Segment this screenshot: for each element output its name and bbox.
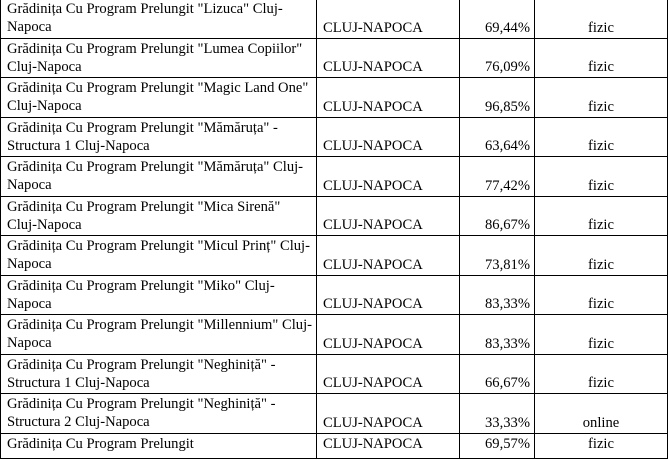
table-row <box>1 78 668 118</box>
kindergarten-name-cell: Grădinița Cu Program Prelungit "Mămăruța" - Structura 1 Cluj-Napoca <box>1 117 317 157</box>
kindergarten-name-cell: Grădinița Cu Program Prelungit "Magic Land One" Cluj-Napoca <box>1 78 317 118</box>
mode-cell: fizic <box>535 275 668 315</box>
table-row <box>1 38 668 78</box>
city-cell: CLUJ-NAPOCA <box>317 38 460 78</box>
kindergarten-name-cell: Grădinița Cu Program Prelungit "Miko" Cluj-Napoca <box>1 275 317 315</box>
kindergarten-name-cell: Grădinița Cu Program Prelungit "Mica Sirenă" Cluj-Napoca <box>1 196 317 236</box>
percent-cell: 66,67% <box>460 354 535 394</box>
table-row <box>1 196 668 236</box>
percent-cell: 33,33% <box>460 394 535 434</box>
city-cell: CLUJ-NAPOCA <box>317 117 460 157</box>
percent-cell: 83,33% <box>460 275 535 315</box>
table-row <box>1 157 668 197</box>
city-cell: CLUJ-NAPOCA <box>317 315 460 355</box>
kindergarten-name-cell: Grădinița Cu Program Prelungit "Neghiniță" - Structura 1 Cluj-Napoca <box>1 354 317 394</box>
city-cell: CLUJ-NAPOCA <box>317 354 460 394</box>
kindergarten-name-cell: Grădinița Cu Program Prelungit "Micul Prinț" Cluj-Napoca <box>1 236 317 276</box>
table-row <box>1 117 668 157</box>
kindergarten-name-cell: Grădinița Cu Program Prelungit "Mămăruța" Cluj-Napoca <box>1 157 317 197</box>
kindergarten-name-cell: Grădinița Cu Program Prelungit "Lumea Copiilor" Cluj-Napoca <box>1 38 317 78</box>
city-cell: CLUJ-NAPOCA <box>317 0 460 38</box>
city-cell: CLUJ-NAPOCA <box>317 275 460 315</box>
table-row <box>1 433 668 458</box>
mode-cell: fizic <box>535 433 668 458</box>
kindergarten-name-cell: Grădinița Cu Program Prelungit <box>1 433 317 458</box>
kindergarten-name-cell: Grădinița Cu Program Prelungit "Millennium" Cluj-Napoca <box>1 315 317 355</box>
percent-cell: 73,81% <box>460 236 535 276</box>
mode-cell: fizic <box>535 38 668 78</box>
mode-cell: fizic <box>535 78 668 118</box>
kindergarten-name-cell: Grădinița Cu Program Prelungit "Neghiniță" - Structura 2 Cluj-Napoca <box>1 394 317 434</box>
mode-cell: fizic <box>535 315 668 355</box>
mode-cell: fizic <box>535 157 668 197</box>
percent-cell: 86,67% <box>460 196 535 236</box>
table-row <box>1 354 668 394</box>
percent-cell: 63,64% <box>460 117 535 157</box>
mode-cell: online <box>535 394 668 434</box>
city-cell: CLUJ-NAPOCA <box>317 236 460 276</box>
mode-cell: fizic <box>535 236 668 276</box>
kindergarten-name-cell: Grădinița Cu Program Prelungit "Lizuca" Cluj-Napoca <box>1 0 317 38</box>
percent-cell: 83,33% <box>460 315 535 355</box>
percent-cell: 69,57% <box>460 433 535 458</box>
table-row <box>1 236 668 276</box>
mode-cell: fizic <box>535 117 668 157</box>
percent-cell: 69,44% <box>460 0 535 38</box>
table-row <box>1 394 668 434</box>
percent-cell: 77,42% <box>460 157 535 197</box>
city-cell: CLUJ-NAPOCA <box>317 157 460 197</box>
mode-cell: fizic <box>535 196 668 236</box>
city-cell: CLUJ-NAPOCA <box>317 196 460 236</box>
table-row <box>1 0 668 38</box>
city-cell: CLUJ-NAPOCA <box>317 394 460 434</box>
table-row <box>1 275 668 315</box>
mode-cell: fizic <box>535 0 668 38</box>
percent-cell: 76,09% <box>460 38 535 78</box>
mode-cell: fizic <box>535 354 668 394</box>
percent-cell: 96,85% <box>460 78 535 118</box>
table-row <box>1 315 668 355</box>
city-cell: CLUJ-NAPOCA <box>317 78 460 118</box>
city-cell: CLUJ-NAPOCA <box>317 433 460 458</box>
